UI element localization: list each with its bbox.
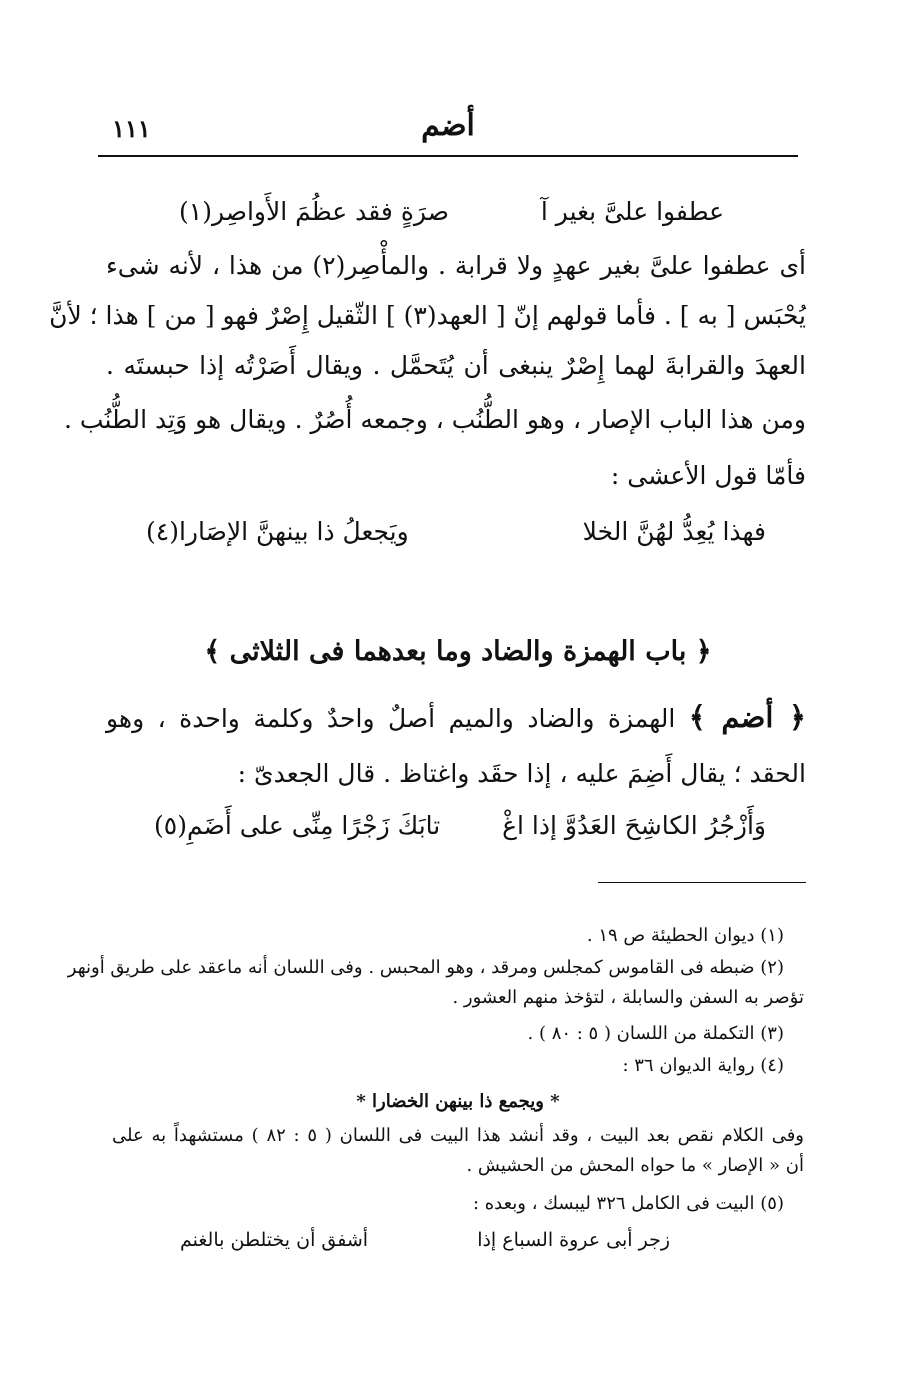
verse-second-hemistich: تابَكَ زَجْرًا مِنِّى على أَضَمِ(٥) [154,811,441,840]
running-head [98,108,798,152]
text-line-2: يُحْبَس [ به ] . فأما قولهم إنّ [ العهد(٣) ] الثّقيل إِصْرٌ فهو [ من ] هذا ؛ لأنَّ [49,301,806,330]
verse-first-hemistich: فهذا يُعِدُّ لهُنَّ الخلا [582,517,766,546]
footnote-rule [598,882,806,883]
verse-second-hemistich: ويَجعلُ ذا بينهنَّ الإصَارا(٤) [146,517,409,546]
verse-asha [146,512,766,556]
text-line-6: الحقد ؛ يقال أَضِمَ عليه ، إذا حقَد واغتاظ . قال الجعدىّ : [237,759,806,788]
footnote-4-note-cont: أن « الإصار » ما حواه المحش من الحشيش . [466,1155,804,1176]
footnote-2: (٢) ضبطه فى القاموس كمجلس ومرقد ، وهو المحبس . وفى اللسان أنه ماعقد على طريق أونهر [67,957,784,978]
running-head-entry: أضم [421,108,475,143]
header-rule [98,155,798,157]
verse-jadi [154,806,766,850]
verse-second-hemistich: صرَةٍ فقد عظُمَ الأَواصِر(١) [179,197,449,226]
text-line-5: فأمّا قول الأعشى : [610,461,806,490]
lemma-headword: ﴿ أضم ﴾ [688,700,806,734]
verse-second-hemistich: أشفق أن يختلطن بالغنم [180,1229,369,1251]
lemma-line [106,694,806,744]
text-line-4: ومن هذا الباب الإصار ، وهو الطُّنُب ، وجمعه أُصُرٌ . ويقال هو وَتِد الطُّنُب . [64,405,806,434]
footnote-4-note: وفى الكلام نقص بعد البيت ، وقد أنشد هذا البيت فى اللسان ( ٥ : ٨٢ ) مستشهداً به على [112,1125,804,1146]
lemma-definition: الهمزة والضاد والميم أصلٌ واحدٌ وكلمة واحدة ، وهو [106,704,676,733]
verse-first-hemistich: عطفوا علىَّ بغير آ [540,197,724,226]
page-number: ١١١ [112,114,151,143]
footnote-4: (٤) رواية الديوان ٣٦ : [622,1055,784,1076]
footnote-5: (٥) البيت فى الكامل ٣٢٦ ليبسك ، وبعده : [472,1193,784,1214]
footnote-3: (٣) التكملة من اللسان ( ٥ : ٨٠ ) . [527,1023,784,1044]
footnote-4-verse: * ويجمع ذا بينهن الخضارا * [356,1091,560,1112]
verse-hutaya [179,192,724,236]
footnote-1: (١) ديوان الحطيئة ص ١٩ . [586,925,784,946]
text-line-3: العهدَ والقرابةَ لهما إِصْرٌ ينبغى أن يُتَحمَّل . ويقال أَصَرْتُه إذا حبستَه . [106,351,806,380]
section-title: ﴿ باب الهمزة والضاد وما بعدهما فى الثلاثى ﴾ [204,636,712,667]
footnote-2-cont: تؤصر به السفن والسابلة ، لتؤخذ منهم العشور . [452,987,804,1008]
text-line-1: أى عطفوا علىَّ بغير عهدٍ ولا قرابة . والمأْصِر(٢) من هذا ، لأنه شىء [106,251,806,280]
verse-first-hemistich: وَأَزْجُرُ الكاشِحَ العَدُوَّ إذا اغْ [502,811,766,840]
verse-first-hemistich: زجر أبى عروة السباع إذا [477,1229,670,1251]
